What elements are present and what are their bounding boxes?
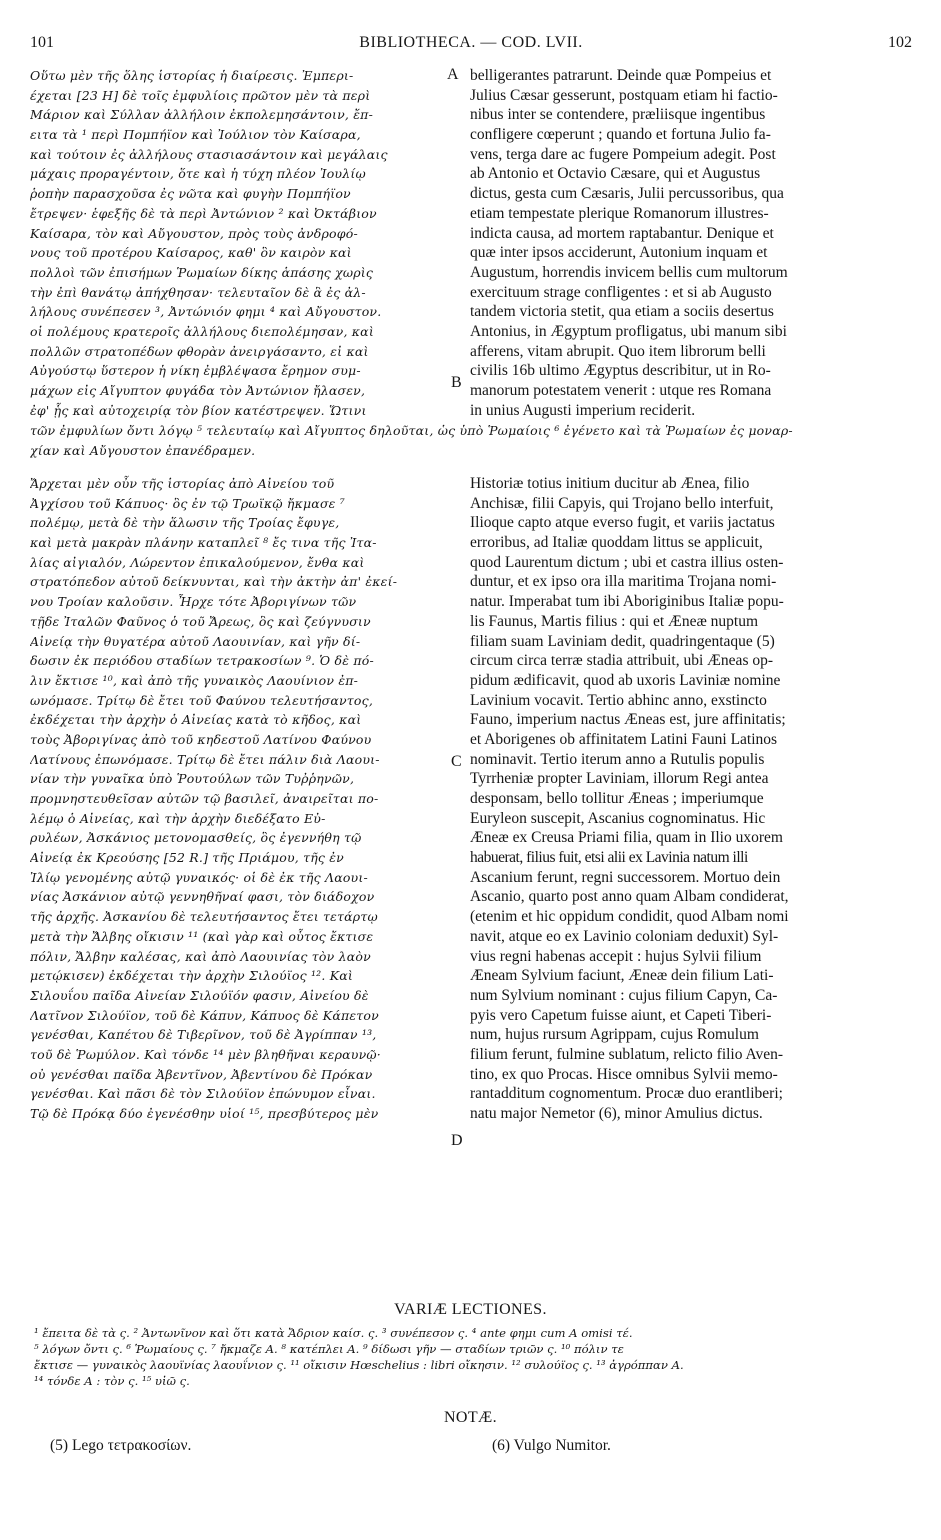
text-line: Αἰνείᾳ ἐκ Κρεούσης [52 R.] τῆς Πριάμου, τῆς ἐν <box>30 850 344 866</box>
text-line: num, hujus rursum Agrippam, cujus Romulum <box>470 1026 759 1044</box>
text-line: ειτα τὰ ¹ περὶ Πομπήϊον καὶ Ἰούλιον τὸν Καίσαρα, <box>30 127 361 143</box>
text-line: Ἄρχεται μὲν οὖν τῆς ἱστορίας ἀπὸ Αἰνείου τοῦ <box>30 476 335 491</box>
text-line: μάχαις προραγέντοιν, ὅτε καὶ ἡ τύχη πλέον Ἰουλίῳ <box>30 166 366 182</box>
text-line: lis Faunus, Martis filius : qui et Æneæ nuptum <box>470 612 759 630</box>
text-line: natur. Imperabat tum ibi Aboriginibus Italiæ popu- <box>470 593 784 611</box>
text-line: μάχων εἰς Αἴγυπτον φυγάδα τὸν Ἀντώνιον ἤλασεν, <box>30 383 366 398</box>
text-line: Ascanio, quarto post anno quam Albam condiderat, <box>470 888 789 906</box>
text-line: καὶ μετὰ μακρὰν πλάνην καταπλεῖ ⁸ ἔς τινα τῆς Ἰτα- <box>30 535 377 551</box>
text-line: civilis 16b ultimo Ægyptus describitur, ut in Ro- <box>470 362 771 380</box>
text-line: Anchisæ, filii Capyis, qui Trojano bello interfuit, <box>470 494 774 512</box>
variant-reading-line: ⁵ λόγων ὄντι ς. ⁶ Ῥωμαίους ς. ⁷ ἤκμαζε A. ⁸ κατέπλει A. ⁹ δίδωσι γῆν — σταδίων τριῶν ς. ¹⁰ πόλιν τε <box>34 1342 624 1356</box>
text-line: Ἰλίῳ γενομένης αὐτῷ γυναικός· οἱ δὲ ἐκ τῆς Λαουι- <box>30 869 368 885</box>
text-line: confligere cœperunt ; quando et fortuna Julio fa- <box>470 126 771 144</box>
text-line: Ἀγχίσου τοῦ Κάπυος· ὃς ἐν τῷ Τρωϊκῷ ἤκμασε ⁷ <box>30 495 345 511</box>
text-line: γενέσθαι, Καπέτου δὲ Τιβερῖνον, τοῦ δὲ Ἀγρίππαν ¹³, <box>30 1027 377 1043</box>
text-line: νους τοῦ προτέρου Καίσαρος, καθ' ὃν καιρὸν καὶ <box>30 245 352 261</box>
text-line: Τῷ δὲ Πρόκᾳ δύο ἐγενέσθην υἱοί ¹⁵, πρεσβύτερος μὲν <box>30 1106 379 1121</box>
text-line: ωνόμασε. Τρίτῳ δὲ ἔτει τοῦ Φαύνου τελευτήσαντος, <box>30 692 373 708</box>
text-line: Augustum, horrendis invicem bellis cum multorum <box>470 263 788 281</box>
text-line: Λατίνους ἐπωνόμασε. Τρίτῳ δὲ ἔτει πάλιν διὰ Λαουι- <box>30 751 380 767</box>
text-line: filium ferunt, fulmine sublatum, relicto filio Aven- <box>470 1045 784 1063</box>
page-number-left: 101 <box>30 34 54 51</box>
text-line: πολέμῳ, μετὰ δὲ τὴν ἅλωσιν τῆς Τροίας ἔφυγε, <box>30 515 340 531</box>
text-line: Λατῖνον Σιλούϊον, τοῦ δὲ Κάπυν, Κάπυος δὲ Κάπετον <box>30 1007 379 1023</box>
text-line: Αὐγούστῳ ὕστερον ἡ νίκη ἐμβλέψασα ἔρημον συμ- <box>30 363 361 379</box>
text-line: δωσιν ἐκ περιόδου σταδίων τετρακοσίων ⁹. Ὁ δὲ πό- <box>30 653 374 669</box>
text-line: πολλῶν στρατοπέδων φθορὰν ἀνειργάσαντο, εἰ καὶ <box>30 343 369 359</box>
text-line: τοῦ δὲ Ῥωμύλον. Καὶ τόνδε ¹⁴ μὲν βληθῆναι κεραυνῷ· <box>30 1046 381 1062</box>
text-line: duntur, et ex ipso ora illa maritima Trojana nomi- <box>470 573 777 591</box>
text-line: Σιλουΐου παῖδα Αἰνείαν Σιλούϊόν φασιν, Αἰνείου δὲ <box>30 987 369 1003</box>
text-line: τῶν ἐμφυλίων ὄντι λόγῳ ⁵ τελευταίῳ καὶ Αἴγυπτος δηλοῦται, ὡς ὑπὸ Ῥωμαίοις ⁶ ἐγένετο καὶ τὰ Ῥωμαίων ἐς μοναρ- <box>30 423 793 438</box>
text-line: Αἰνείᾳ τὴν θυγατέρα αὐτοῦ Λαουινίαν, καὶ γῆν δί- <box>30 633 361 649</box>
text-line: Tyrrheniæ propter Laviniam, illorum Regi antea <box>470 770 769 788</box>
text-line: λήλους συνέπεσεν ³, Ἀντώνιόν φημι ⁴ καὶ Αὔγουστον. <box>30 304 382 320</box>
text-line: natu major Nemetor (6), minor Amulius dictus. <box>470 1105 763 1122</box>
latin-text-lower <box>470 474 914 1124</box>
text-line: καὶ τούτοιν ἐς ἀλλήλους στασιασάντοιν καὶ μεγάλαις <box>30 146 388 162</box>
text-line: vius regni habenas accepit : hujus Sylvii filium <box>470 947 762 965</box>
running-title: BIBLIOTHECA. — COD. LVII. <box>359 34 583 51</box>
text-line: nominavit. Tertio iterum anno a Rutulis populis <box>470 750 765 768</box>
text-line: Μάριον καὶ Σύλλαν ἀλλήλοιν ἐκπολεμησάντοιν, ἔπ- <box>30 107 373 123</box>
text-line: circum circa terræ stadia attribuit, ubi Æneas op- <box>470 652 774 670</box>
variae-lectiones-text <box>34 1325 914 1389</box>
text-line: Lavinium vocavit. Tertio abhinc anno, exstincto <box>470 691 767 709</box>
text-line: in unius Augusti imperium reciderit. <box>470 401 696 419</box>
text-line: Ilioque capto atque everso fugit, et variis jactatus <box>470 514 775 532</box>
text-line: num Sylvium nominant : cujus filium Capyn, Ca- <box>470 986 778 1004</box>
text-line: navit, atque eo ex Lavinio coloniam deduxit) Syl- <box>470 927 779 945</box>
text-line: Historiæ totius initium ducitur ab Ænea, filio <box>470 475 750 492</box>
margin-letter-d: D <box>451 1132 463 1149</box>
text-line: rantadditum cognomentum. Procæ duo erantliberi; <box>470 1085 783 1103</box>
variant-reading-line: ¹⁴ τόνδε A : τὸν ς. ¹⁵ υἱῶ ς. <box>34 1374 190 1388</box>
text-line: Ascanium ferunt, regni successorem. Mortuo dein <box>470 868 781 886</box>
text-line: Οὕτω μὲν τῆς ὅλης ἱστορίας ἡ διαίρεσις. Ἐμπερι- <box>30 68 354 83</box>
text-line: indicta causa, ad mortem raptabantur. Denique et <box>470 224 774 242</box>
text-line: νίαν τὴν γυναῖκα ὑπὸ Ῥουτούλων τῶν Τυῤῥηνῶν, <box>30 771 355 787</box>
text-line: habuerat, filius fuit, etsi alii ex Lavinia natum illi <box>470 849 748 867</box>
text-line: (etenim et hic oppidum condidit, quod Albam nomi <box>470 908 789 926</box>
page-number-right: 102 <box>888 34 912 51</box>
text-line: στρατόπεδον αὐτοῦ δείκνυνται, καὶ τὴν ἀκτὴν ἀπ' ἐκεί- <box>30 574 398 590</box>
text-line: pidum ædificavit, quod ab uxoris Laviniæ nomine <box>470 671 781 689</box>
text-line: vens, terga dare ac fugere Pompeium adegit. Post <box>470 145 776 163</box>
text-line: τοὺς Ἀβοριγίνας ἀπὸ τοῦ κηδεστοῦ Λατίνου Φαύνου <box>30 731 372 747</box>
text-line: λέμῳ ὁ Αἰνείας, καὶ τὴν ἀρχὴν διεδέξατο Εὐ- <box>30 810 326 826</box>
text-line: ἔτρεψεν· ἑφεξῆς δὲ τὰ περὶ Ἀντώνιον ² καὶ Ὀκτάβιον <box>30 205 377 221</box>
text-line: dictus, gesta cum Cæsaris, Julii percussoribus, qua <box>470 185 784 203</box>
margin-letter-c: C <box>451 753 462 770</box>
text-line: ῥοπὴν παρασχοῦσα ἐς νῶτα καὶ φυγὴν Πομπήϊον <box>30 186 351 202</box>
variant-reading-line: ἔκτισε — γυναικὸς λαουϊνίας λαουΐνιον ς. ¹¹ οἴκισιν Hœschelius : libri οἴκησιν. ¹² συλούϊος ς. ¹³ ἀγρόππαν A. <box>34 1358 684 1372</box>
text-line: πόλιν, Ἄλβην καλέσας, καὶ ἀπὸ Λαουινίας τὸν λαὸν <box>30 948 371 964</box>
text-line: et Aborigenes ob affinitatem Latini Fauni Latinos <box>470 730 778 748</box>
margin-letter-a: A <box>447 66 459 83</box>
note-6: (6) Vulgo Numitor. <box>492 1437 611 1454</box>
text-line: Æneam Sylvium faciunt, Æneæ dein filium Lati- <box>470 967 774 985</box>
text-line: filiam suam Laviniam dedit, quadringentaque (5) <box>470 632 775 650</box>
text-line: μετῴκισεν) ἐκδέχεται τὴν ἀρχὴν Σιλούϊος ¹². Καὶ <box>30 968 354 984</box>
text-line: νου Τροίαν καλοῦσιν. Ἦρχε τότε Ἀβοριγίνων τῶν <box>30 594 357 610</box>
greek-text-top <box>30 66 462 420</box>
text-line: χίαν καὶ Αὔγουστον ἐπανέδραμεν. <box>30 442 256 458</box>
text-line: Æneæ ex Creusa Priami filia, quam in Ilio uxorem <box>470 829 783 847</box>
text-line: γενέσθαι. Καὶ πᾶσι δὲ τὸν Σιλούϊον ἐπώνυμον εἶναι. <box>30 1086 376 1102</box>
text-line: exercituum strage confligentes : et si ab Augusto <box>470 283 772 301</box>
text-line: Julius Cæsar gesserunt, postquam etiam hi factio- <box>470 86 778 104</box>
text-line: erroribus, ad Italiæ quoddam littus se applicuit, <box>470 534 763 552</box>
text-line: ρυλέων, Ἀσκάνιος μετονομασθείς, ὃς ἐγεννήθη τῷ <box>30 830 362 846</box>
page-header <box>30 34 912 54</box>
text-line: Fauno, imperium nactus Æneas est, jure affinitatis; <box>470 711 786 729</box>
text-line: προμνηστευθεῖσαν αὐτῶν τῷ βασιλεῖ, ἀναιρεῖται πο- <box>30 791 379 806</box>
text-line: Καίσαρα, τὸν καὶ Αὔγουστον, πρὸς τοὺς ἀνδροφό- <box>30 225 358 241</box>
text-line: afferens, vitam abrupit. Quo item librorum belli <box>470 342 766 360</box>
notae-title: NOTÆ. <box>443 1409 498 1426</box>
greek-text-lower <box>30 474 462 1124</box>
greek-text-fullwidth <box>30 421 914 460</box>
text-line: Euryleon suscepit, Ascanius cognominatus. Hic <box>470 809 766 827</box>
variant-reading-line: ¹ ἔπειτα δὲ τὰ ς. ² Ἀντωνῖνον καὶ ὅτι κατὰ Ἄδριον καίσ. ς. ³ συνέπεσον ς. ⁴ ante φημι cum A omisi τέ. <box>34 1326 633 1340</box>
text-line: quod Laurentum dictum ; ubi et castra illius osten- <box>470 553 784 571</box>
text-line: λιν ἔκτισε ¹⁰, καὶ ἀπὸ τῆς γυναικὸς Λαουίνιον ἐπ- <box>30 672 359 688</box>
text-line: ἐφ' ᾗς καὶ αὐτοχειρίᾳ τὸν βίον κατέστρεψεν. Ὥτινι <box>30 402 367 418</box>
text-line: tino, ex quo Procas. Hisce omnibus Sylvii memo- <box>470 1065 778 1083</box>
text-line: nibus inter se contendere, præliisque ingentibus <box>470 106 766 124</box>
text-line: tandem victoria stetit, qua etiam a sociis desertus <box>470 303 774 321</box>
text-line: ἐκδέχεται τὴν ἀρχὴν ὁ Αἰνείας κατὰ τὸ κῆδος, καὶ <box>30 712 362 728</box>
text-line: λίας αἰγιαλόν, Λώρεντον ἐπικαλούμενον, ἔνθα καὶ <box>30 554 365 570</box>
text-line: πολλοὶ τῶν ἐπισήμων Ῥωμαίων δίκης ἁπάσης χωρὶς <box>30 264 374 280</box>
text-line: manorum potestatem venerit : utque res Romana <box>470 382 772 399</box>
text-line: οἱ πολέμους κρατεροῖς ἀλλήλους διεπολέμησαν, καὶ <box>30 323 374 339</box>
text-line: Antonius, in Ægyptum profligatus, ubi manum sibi <box>470 322 787 340</box>
margin-letter-b: B <box>451 374 462 391</box>
text-line: μετὰ τὴν Ἄλβης οἴκισιν ¹¹ (καὶ γὰρ καὶ οὗτος ἔκτισε <box>30 928 374 944</box>
text-line: etiam tempestate plerique Romanorum illustres- <box>470 204 769 222</box>
note-5: (5) Lego τετρακοσίων. <box>50 1437 192 1454</box>
text-line: desponsam, bello tollitur Æneas ; imperiumque <box>470 790 764 807</box>
text-line: έχεται [23 H] δὲ τοῖς ἐμφυλίοις πρῶτον μὲν τὰ περὶ <box>30 87 371 103</box>
text-line: belligerantes patrarunt. Deinde quæ Pompeius et <box>470 67 772 84</box>
variae-lectiones-title: VARIÆ LECTIONES. <box>394 1301 547 1318</box>
text-line: νίας Ἀσκάνιον αὐτῷ γεννηθῆναί φασι, τὸν διάδοχον <box>30 889 375 905</box>
text-line: τῆς ἀρχῆς. Ἀσκανίου δὲ τελευτήσαντος ἔτει τετάρτῳ <box>30 909 378 925</box>
text-line: οὐ γενέσθαι παῖδα Ἀβεντῖνον, Ἀβεντίνου δὲ Πρόκαν <box>30 1066 373 1082</box>
text-line: τὴν ἐπὶ θανάτῳ ἀπήχθησαν· τελευταῖον δὲ ἃ ἐς ἀλ- <box>30 284 366 300</box>
text-line: τῇδε Ἰταλῶν Φαῦνος ὁ τοῦ Ἄρεως, ὃς καὶ ζεύγνυσιν <box>30 613 371 629</box>
text-line: ab Antonio et Octavio Cæsare, qui et Augustus <box>470 165 761 183</box>
text-line: quæ inter ipsos acciderunt, Autonium inquam et <box>470 244 768 262</box>
latin-text-top <box>470 66 914 420</box>
text-line: pyis vero Capetum fuisse aiunt, et Capeti Tiberi- <box>470 1006 772 1024</box>
